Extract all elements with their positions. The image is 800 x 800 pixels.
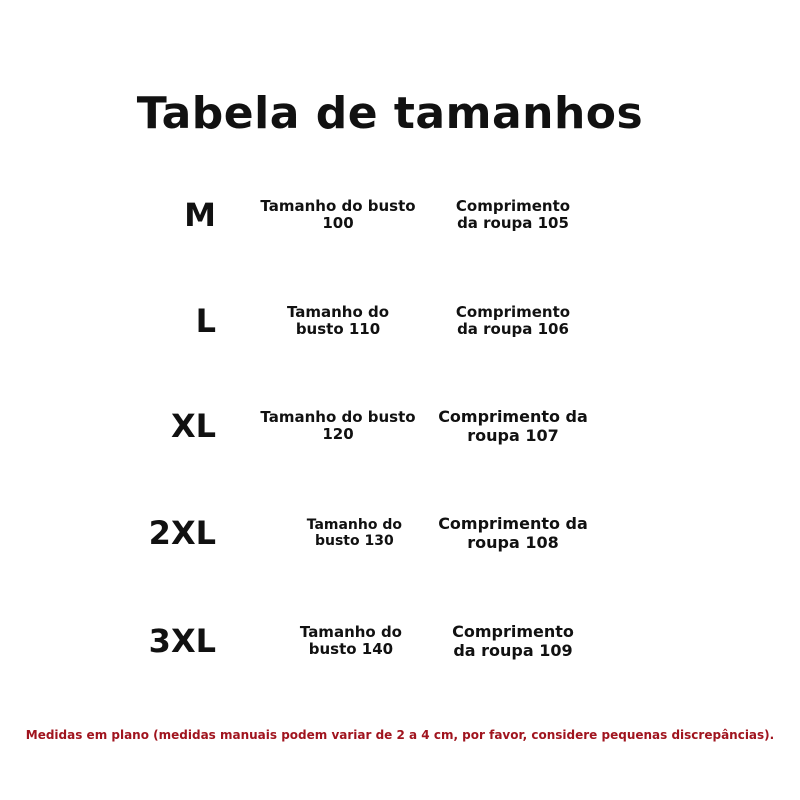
length-measure bbox=[436, 180, 590, 250]
length-text-line2: da roupa 109 bbox=[453, 641, 573, 660]
length-measure bbox=[436, 286, 590, 356]
bust-text-line2: busto 140 bbox=[308, 640, 394, 658]
measurement-note: Medidas em plano (medidas manuais podem variar de 2 a 4 cm, por favor, considere pequenas discrepâncias). bbox=[25, 728, 775, 742]
length-text-line1: Comprimento bbox=[452, 622, 574, 641]
length-measure bbox=[436, 498, 590, 568]
page-title: Tabela de tamanhos bbox=[136, 88, 644, 139]
size-label: M bbox=[184, 196, 216, 234]
bust-measure bbox=[254, 286, 422, 356]
size-row-xl bbox=[0, 391, 800, 461]
length-text-line1: Comprimento bbox=[455, 197, 571, 215]
size-label: 3XL bbox=[148, 622, 216, 660]
size-row-2xl bbox=[0, 498, 800, 568]
bust-text-line2: busto 130 bbox=[314, 533, 394, 549]
bust-measure bbox=[254, 391, 422, 461]
bust-measure bbox=[254, 180, 422, 250]
size-label: 2XL bbox=[148, 514, 216, 552]
size-label: L bbox=[195, 302, 216, 340]
length-text-line2: da roupa 105 bbox=[457, 214, 569, 232]
length-text-line2: roupa 108 bbox=[467, 533, 559, 552]
length-text-line1: Comprimento bbox=[455, 303, 571, 321]
bust-text-line1: Tamanho do busto bbox=[260, 408, 416, 426]
bust-text-line2: busto 110 bbox=[295, 320, 381, 338]
length-text-line2: roupa 107 bbox=[467, 426, 559, 445]
size-row-m bbox=[0, 180, 800, 250]
bust-text-line2: 100 bbox=[322, 214, 354, 232]
bust-measure bbox=[254, 606, 422, 676]
size-label: XL bbox=[170, 407, 216, 445]
bust-measure bbox=[254, 498, 422, 568]
size-row-l bbox=[0, 286, 800, 356]
length-text-line1: Comprimento da bbox=[438, 407, 588, 426]
bust-text-line1: Tamanho do bbox=[286, 303, 390, 321]
bust-text-line1: Tamanho do bbox=[306, 517, 402, 533]
size-row-3xl bbox=[0, 606, 800, 676]
length-measure bbox=[436, 391, 590, 461]
bust-text-line1: Tamanho do busto bbox=[260, 197, 416, 215]
length-measure bbox=[436, 606, 590, 676]
bust-text-line2: 120 bbox=[322, 425, 354, 443]
bust-text-line1: Tamanho do bbox=[299, 623, 402, 641]
length-text-line1: Comprimento da bbox=[438, 514, 588, 533]
length-text-line2: da roupa 106 bbox=[457, 320, 569, 338]
